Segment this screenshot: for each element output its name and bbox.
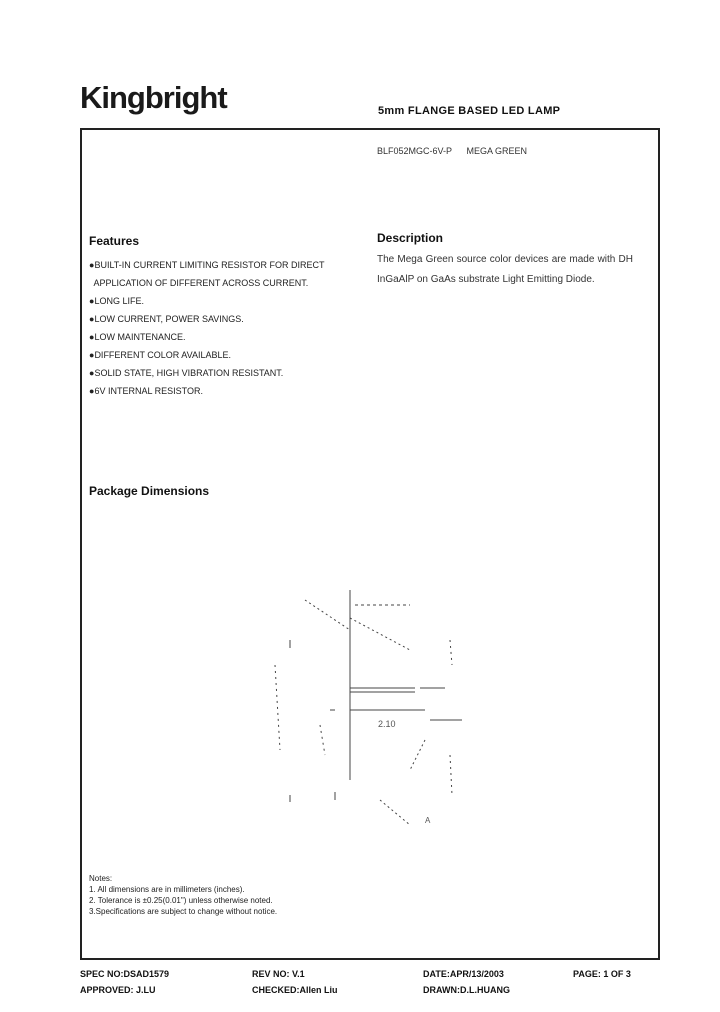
- inner-width-label: 2.10: [378, 719, 396, 729]
- drawn-by: DRAWN:D.L.HUANG: [423, 985, 510, 995]
- approved-by: APPROVED: J.LU: [80, 985, 156, 995]
- part-line: [377, 146, 539, 156]
- feature-item: ●BUILT-IN CURRENT LIMITING RESISTOR FOR DIRECT: [89, 260, 325, 270]
- cathode-label: A: [425, 816, 431, 825]
- notes-title: Notes:: [89, 874, 113, 883]
- leader-line: [380, 800, 410, 825]
- note-line: 2. Tolerance is ±0.25(0.01") unless otherwise noted.: [89, 896, 273, 905]
- part-color: MEGA GREEN: [466, 146, 528, 156]
- description-text: The Mega Green source color devices are made with DH InGaAlP on GaAs substrate Light Emitting Diode.: [377, 254, 633, 285]
- leader-line: [305, 600, 350, 630]
- features-heading: Features: [89, 234, 140, 248]
- flange-dimension: [450, 755, 452, 795]
- package-dimensions-drawing: [200, 570, 500, 830]
- description-heading: Description: [377, 231, 444, 245]
- checked-by: CHECKED:Allen Liu: [252, 985, 338, 995]
- page-number: PAGE: 1 OF 3: [573, 969, 631, 979]
- features-list: [89, 256, 349, 400]
- package-dimensions-heading: Package Dimensions: [89, 484, 210, 498]
- lead-dimension: [320, 725, 325, 755]
- date: DATE:APR/13/2003: [423, 969, 504, 979]
- kingbright-logo: Kingbright: [80, 80, 227, 115]
- feature-item: ●SOLID STATE, HIGH VIBRATION RESISTANT.: [89, 368, 284, 378]
- rev-no: REV NO: V.1: [252, 969, 305, 979]
- document-title: 5mm FLANGE BASED LED LAMP: [378, 105, 561, 117]
- feature-item: ●LOW CURRENT, POWER SAVINGS.: [89, 314, 244, 324]
- leader-line: [350, 618, 410, 650]
- feature-item: ●LONG LIFE.: [89, 296, 144, 306]
- height-dimension: [275, 665, 280, 750]
- notes-block: [89, 873, 277, 917]
- feature-item: ●6V INTERNAL RESISTOR.: [89, 386, 203, 396]
- feature-item: APPLICATION OF DIFFERENT ACROSS CURRENT.: [91, 278, 309, 288]
- part-number: BLF052MGC-6V-P: [377, 146, 453, 156]
- note-line: 1. All dimensions are in millimeters (inches).: [89, 885, 245, 894]
- cap-dimension: [450, 640, 452, 665]
- feature-item: ●DIFFERENT COLOR AVAILABLE.: [89, 350, 231, 360]
- note-line: 3.Specifications are subject to change without notice.: [89, 907, 278, 916]
- spec-no: SPEC NO:DSAD1579: [80, 969, 170, 979]
- leader-line: [410, 740, 425, 770]
- feature-item: ●LOW MAINTENANCE.: [89, 332, 186, 342]
